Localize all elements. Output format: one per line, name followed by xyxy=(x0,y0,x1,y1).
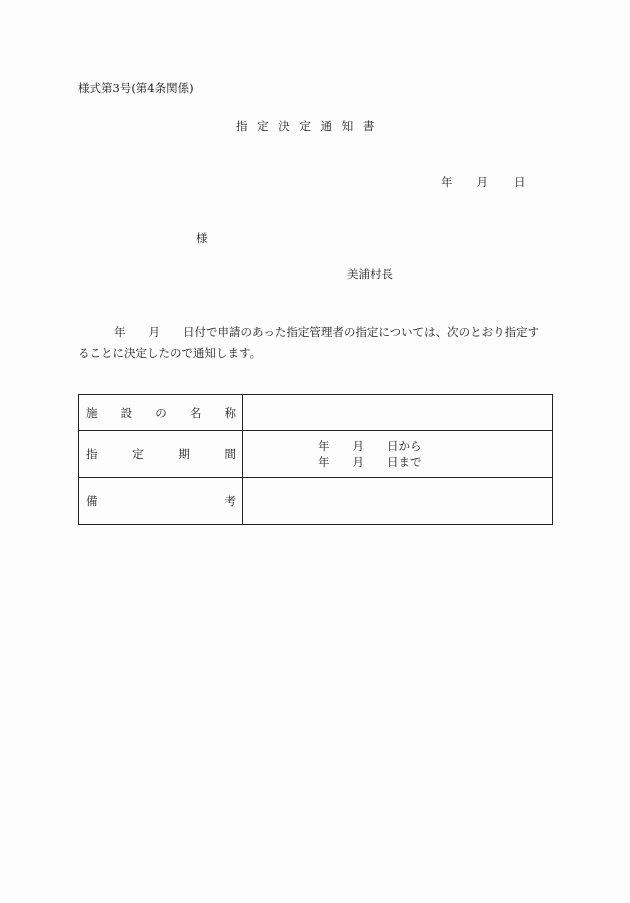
facility-name-value xyxy=(243,395,553,431)
period-value xyxy=(243,431,553,478)
table-row-facility-name xyxy=(79,395,553,431)
label-char: 定 xyxy=(132,447,144,461)
date-month: 月 xyxy=(476,175,488,189)
issuer-name: 美浦村長 xyxy=(347,267,393,281)
notes-label xyxy=(79,478,243,525)
notes-value xyxy=(243,478,553,525)
date-year: 年 xyxy=(441,175,453,189)
period-to: 年 月 日まで xyxy=(318,455,422,469)
period-label xyxy=(79,431,243,478)
notice-body-line-1: 年 月 日付で申請のあった指定管理者の指定については、次のとおり指定す xyxy=(114,325,540,339)
form-number: 様式第3号(第4条関係) xyxy=(78,81,194,95)
label-char: 考 xyxy=(224,494,236,508)
facility-name-label xyxy=(79,395,243,431)
label-char: 施 xyxy=(86,405,98,420)
label-char: 指 xyxy=(86,447,98,461)
label-char: 名 xyxy=(189,405,202,420)
notice-body xyxy=(78,322,553,364)
date-day: 日 xyxy=(514,175,526,189)
table-row-notes xyxy=(79,478,553,525)
period-from: 年 月 日から xyxy=(318,439,422,453)
label-char: の xyxy=(155,405,167,420)
label-char: 期 xyxy=(178,447,190,461)
label-char: 間 xyxy=(224,447,236,461)
issue-date xyxy=(441,177,526,189)
label-char: 設 xyxy=(120,405,133,420)
addressee-suffix: 様 xyxy=(196,231,208,245)
label-char: 称 xyxy=(224,405,236,420)
label-char: 備 xyxy=(86,494,98,508)
document-title: 指 定 決 定 通 知 書 xyxy=(236,119,375,133)
table-row-period xyxy=(79,431,553,478)
designation-table xyxy=(78,394,553,525)
notice-body-line-2: ることに決定したので通知します。 xyxy=(78,346,262,360)
